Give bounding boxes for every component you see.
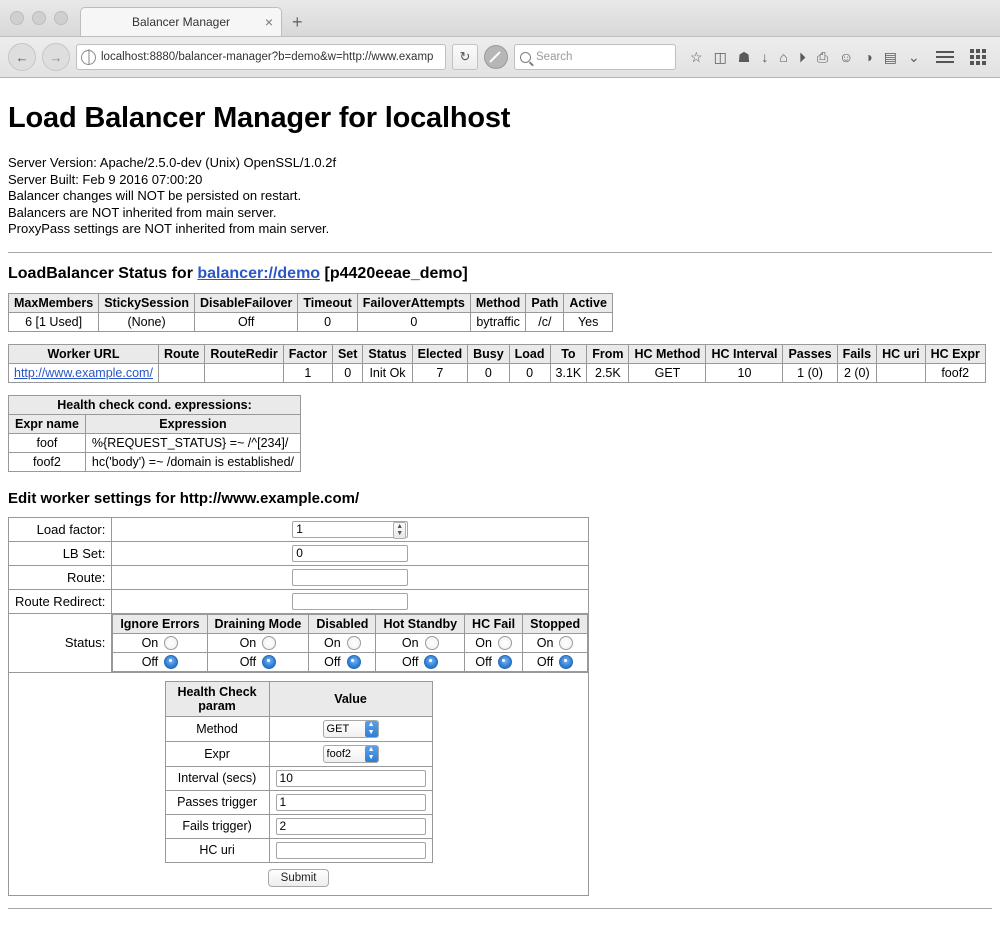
lb-set-cell [112, 541, 589, 565]
td-hc-expr: foof2 [925, 363, 985, 382]
th-hc-method: HC Method [629, 344, 706, 363]
hc-interval-input[interactable] [276, 770, 426, 787]
lb-set-label: LB Set: [9, 541, 112, 565]
download-icon[interactable]: ↓ [761, 49, 769, 65]
window-controls[interactable] [10, 11, 68, 25]
table-row [9, 312, 613, 331]
server-built: Server Built: Feb 9 2016 07:00:20 [8, 171, 203, 187]
tab-close-icon[interactable]: × [264, 14, 273, 30]
td-load: 0 [509, 363, 550, 382]
worker-url-link[interactable]: http://www.example.com/ [14, 365, 153, 380]
off-label: Off [141, 654, 159, 669]
th-active: Active [564, 293, 613, 312]
form-row-health-check [9, 672, 589, 895]
status-radio-table [112, 614, 588, 672]
th-expression: Expression [85, 414, 300, 433]
page-title: Load Balancer Manager for localhost [8, 102, 511, 134]
table-caption-row [9, 395, 301, 414]
browser-chrome [0, 0, 1000, 78]
td-expression: hc('body') =~ /domain is established/ [85, 452, 300, 471]
th-method: Method [470, 293, 525, 312]
td-to: 3.1K [550, 363, 587, 382]
th-stopped: Stopped [523, 614, 588, 633]
th-stickysession: StickySession [99, 293, 195, 312]
off-label: Off [536, 654, 554, 669]
reload-button[interactable]: ↻ [452, 44, 478, 70]
th-expr-name: Expr name [9, 414, 86, 433]
hc-expr-label: Expr [165, 741, 269, 766]
th-disabled: Disabled [309, 614, 376, 633]
hc-fails-input[interactable] [276, 818, 426, 835]
table-row [165, 741, 432, 766]
td-route [158, 363, 204, 382]
td-hc-uri [877, 363, 926, 382]
td-path: /c/ [526, 312, 564, 331]
persist-note: Balancer changes will NOT be persisted on restart. [8, 188, 302, 203]
table-row [165, 838, 432, 862]
off-label: Off [402, 654, 419, 669]
on-label: On [141, 635, 159, 650]
on-label: On [475, 635, 492, 650]
status-cell [112, 613, 589, 672]
th-fails: Fails [837, 344, 877, 363]
status-label: Status: [9, 613, 112, 672]
load-factor-input[interactable] [292, 521, 408, 538]
route-redirect-cell [112, 589, 589, 613]
hc-fail-off-radio[interactable] [498, 655, 512, 669]
hc-fail-off-cell [465, 652, 523, 671]
hc-uri-input[interactable] [276, 842, 426, 859]
th-to: To [550, 344, 587, 363]
balancer-status-heading [8, 265, 992, 283]
form-row-route [9, 565, 589, 589]
draining-mode-on-radio[interactable] [262, 636, 276, 650]
route-input[interactable] [292, 569, 408, 586]
off-label: Off [324, 654, 341, 669]
hc-passes-input[interactable] [276, 794, 426, 811]
draining-mode-off-radio[interactable] [262, 655, 276, 669]
load-factor-stepper-wrap [292, 521, 408, 538]
form-row-lb-set [9, 541, 589, 565]
server-version: Server Version: Apache/2.5.0-dev (Unix) OpenSSL/1.0.2f [8, 155, 337, 170]
balancer-link[interactable]: balancer://demo [197, 264, 321, 282]
td-busy: 0 [468, 363, 510, 382]
close-window-button[interactable] [10, 11, 24, 25]
th-load: Load [509, 344, 550, 363]
disabled-off-radio[interactable] [347, 655, 361, 669]
td-elected: 7 [412, 363, 467, 382]
hc-method-select-wrap [323, 720, 379, 738]
on-label: On [239, 635, 257, 650]
table-header-row [165, 681, 432, 716]
back-button[interactable]: ← [8, 43, 36, 71]
health-check-expressions-table [8, 395, 301, 472]
table-row [9, 363, 986, 382]
hc-passes-cell [269, 790, 432, 814]
td-status: Init Ok [363, 363, 412, 382]
th-hc-interval: HC Interval [706, 344, 783, 363]
form-row-route-redirect [9, 589, 589, 613]
status-off-row [113, 652, 588, 671]
th-timeout: Timeout [298, 293, 357, 312]
th-failoverattempts: FailoverAttempts [357, 293, 470, 312]
load-factor-label: Load factor: [9, 517, 112, 541]
load-factor-cell [112, 517, 589, 541]
td-expr-name: foof2 [9, 452, 86, 471]
th-draining-mode: Draining Mode [207, 614, 309, 633]
th-routeredir: RouteRedir [205, 344, 283, 363]
balancer-heading-suffix: [p4420eeae_demo] [320, 264, 468, 282]
td-factor: 1 [283, 363, 332, 382]
td-stickysession: (None) [99, 312, 195, 331]
disabled-off-cell [309, 652, 376, 671]
lb-set-input[interactable] [292, 545, 408, 562]
hc-fail-on-radio[interactable] [498, 636, 512, 650]
th-route: Route [158, 344, 204, 363]
stopped-off-cell [523, 652, 588, 671]
server-info [8, 155, 992, 238]
td-from: 2.5K [587, 363, 629, 382]
hc-expr-cell [269, 741, 432, 766]
th-hc-fail: HC Fail [465, 614, 523, 633]
form-row-status [9, 613, 589, 672]
off-label: Off [475, 654, 492, 669]
palette-icon[interactable]: ◑ [864, 49, 873, 65]
search-placeholder: Search [536, 51, 573, 63]
hc-method-label: Method [165, 716, 269, 741]
star-icon[interactable]: ☆ [690, 49, 703, 65]
worker-table [8, 344, 986, 383]
apps-grid-icon[interactable] [970, 49, 986, 65]
td-hc-interval: 10 [706, 363, 783, 382]
smiley-icon[interactable]: ☺ [839, 49, 854, 65]
on-label: On [324, 635, 341, 650]
th-disablefailover: DisableFailover [194, 293, 297, 312]
table-header-row [113, 614, 588, 633]
route-redirect-label: Route Redirect: [9, 589, 112, 613]
th-from: From [587, 344, 629, 363]
tab-balancer-manager[interactable] [80, 7, 282, 36]
th-passes: Passes [783, 344, 837, 363]
ignore-errors-on-cell [113, 633, 207, 652]
page-content [0, 78, 1000, 909]
table-row [9, 452, 301, 471]
td-passes: 1 (0) [783, 363, 837, 382]
minimize-window-button[interactable] [32, 11, 46, 25]
table-header-row [9, 414, 301, 433]
table-row [9, 433, 301, 452]
disabled-on-radio[interactable] [347, 636, 361, 650]
hot-standby-off-cell [376, 652, 465, 671]
hc-interval-label: Interval (secs) [165, 766, 269, 790]
hc-interval-cell [269, 766, 432, 790]
forward-button[interactable]: → [42, 43, 70, 71]
stepper-icon[interactable]: ▲ ▼ [393, 522, 406, 539]
pocket-icon[interactable]: ☗ [737, 49, 751, 65]
hc-fails-cell [269, 814, 432, 838]
sidebar-icon[interactable]: ⎙ [816, 49, 829, 65]
hot-standby-on-cell [376, 633, 465, 652]
table-header-row [9, 293, 613, 312]
th-hc-uri: HC uri [877, 344, 926, 363]
td-expr-name: foof [9, 433, 86, 452]
maximize-window-button[interactable] [54, 11, 68, 25]
on-label: On [401, 635, 419, 650]
td-timeout: 0 [298, 312, 357, 331]
draining-mode-off-cell [207, 652, 309, 671]
th-status: Status [363, 344, 412, 363]
divider [8, 252, 992, 253]
table-row [165, 766, 432, 790]
submit-button[interactable]: Submit [268, 869, 330, 887]
edit-worker-form [8, 517, 589, 896]
td-hc-method: GET [629, 363, 706, 382]
hc-expr-select-wrap [323, 745, 379, 763]
hot-standby-on-radio[interactable] [425, 636, 439, 650]
th-ignore-errors: Ignore Errors [113, 614, 207, 633]
td-fails: 2 (0) [837, 363, 877, 382]
th-factor: Factor [283, 344, 332, 363]
on-label: On [536, 635, 554, 650]
ignore-errors-off-radio[interactable] [164, 655, 178, 669]
table-row [165, 790, 432, 814]
td-worker-url [9, 363, 159, 382]
window-titlebar [0, 0, 1000, 37]
route-cell [112, 565, 589, 589]
draining-mode-on-cell [207, 633, 309, 652]
th-maxmembers: MaxMembers [9, 293, 99, 312]
bottom-divider [8, 908, 992, 909]
td-routeredir [205, 363, 283, 382]
navigation-toolbar [0, 37, 1000, 77]
disabled-on-cell [309, 633, 376, 652]
health-check-cell [9, 672, 589, 895]
menu-button[interactable] [926, 51, 964, 63]
hc-uri-cell [269, 838, 432, 862]
globe-icon [81, 50, 96, 65]
send-icon[interactable]: ⏵ [798, 49, 806, 65]
tab-strip [80, 0, 303, 36]
th-path: Path [526, 293, 564, 312]
ignore-errors-off-cell [113, 652, 207, 671]
hc-fails-label: Fails trigger) [165, 814, 269, 838]
stopped-on-radio[interactable] [559, 636, 573, 650]
inherit-note: Balancers are NOT inherited from main server. [8, 204, 277, 220]
toolbar-icons [690, 50, 920, 64]
td-disablefailover: Off [194, 312, 297, 331]
table-row [165, 814, 432, 838]
chevron-updown-icon[interactable]: ▲ ▼ [365, 746, 378, 762]
search-bar[interactable] [514, 44, 676, 70]
balancer-summary-table [8, 293, 613, 332]
home-icon[interactable]: ⌂ [779, 49, 788, 65]
stopped-off-radio[interactable] [559, 655, 573, 669]
balancer-heading-prefix: LoadBalancer Status for [8, 264, 198, 282]
route-redirect-input[interactable] [292, 593, 408, 610]
th-hc-value: Value [269, 681, 432, 716]
th-busy: Busy [468, 344, 510, 363]
td-active: Yes [564, 312, 613, 331]
th-hc-expr: HC Expr [925, 344, 985, 363]
library-icon[interactable]: ◫ [713, 49, 727, 65]
ignore-errors-on-radio[interactable] [164, 636, 178, 650]
hc-fail-on-cell [465, 633, 523, 652]
hc-uri-label: HC uri [165, 838, 269, 862]
th-elected: Elected [412, 344, 467, 363]
url-text: localhost:8880/balancer-manager?b=demo&w=http://www.examp [101, 51, 434, 63]
td-failoverattempts: 0 [357, 312, 470, 331]
off-label: Off [239, 654, 257, 669]
blocked-icon[interactable] [484, 45, 508, 69]
th-hot-standby: Hot Standby [376, 614, 465, 633]
hc-method-cell [269, 716, 432, 741]
route-label: Route: [9, 565, 112, 589]
hc-passes-label: Passes trigger [165, 790, 269, 814]
table-row [165, 716, 432, 741]
td-set: 0 [332, 363, 362, 382]
edit-worker-heading: Edit worker settings for http://www.example.com/ [8, 489, 360, 507]
th-worker-url: Worker URL [9, 344, 159, 363]
reader-icon[interactable]: ▤ [883, 49, 898, 65]
proxypass-note: ProxyPass settings are NOT inherited from main server. [8, 221, 330, 236]
td-maxmembers: 6 [1 Used] [9, 312, 99, 331]
table-header-row [9, 344, 986, 363]
th-set: Set [332, 344, 362, 363]
td-expression: %{REQUEST_STATUS} =~ /^[234]/ [85, 433, 300, 452]
submit-row [9, 863, 588, 895]
chevron-updown-icon[interactable]: ▲ ▼ [365, 721, 378, 737]
td-method: bytraffic [470, 312, 525, 331]
health-check-param-table [165, 681, 433, 863]
search-icon [520, 52, 531, 63]
chevron-down-icon[interactable]: ⌄ [908, 49, 920, 65]
hc-caption: Health check cond. expressions: [9, 395, 301, 414]
address-bar[interactable] [76, 44, 446, 70]
form-row-load-factor [9, 517, 589, 541]
stopped-on-cell [523, 633, 588, 652]
th-hc-param: Health Check param [165, 681, 269, 716]
status-on-row [113, 633, 588, 652]
new-tab-button[interactable]: + [292, 12, 303, 32]
hot-standby-off-radio[interactable] [424, 655, 438, 669]
tab-label: Balancer Manager [131, 15, 231, 29]
